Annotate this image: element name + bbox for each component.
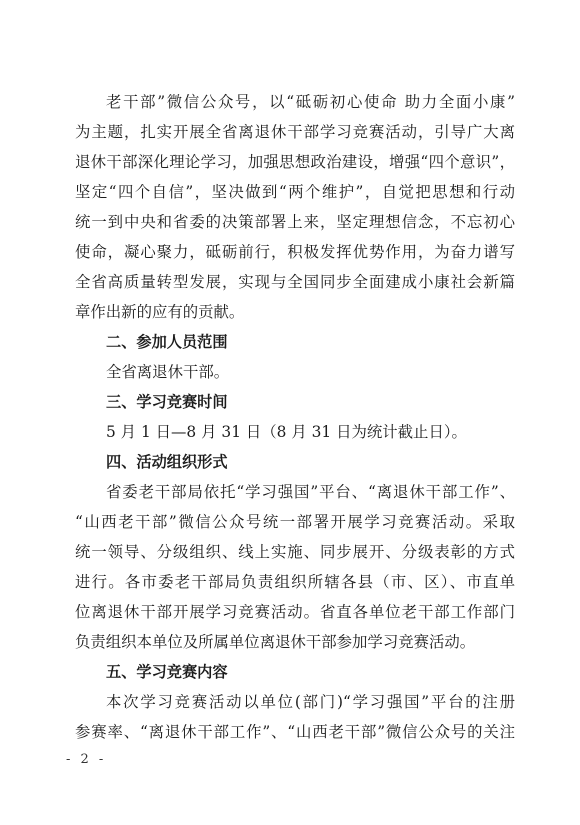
text-line: “山西老干部”微信公众号统一部署开展学习竞赛活动。采取: [75, 513, 515, 531]
section-body-participants: 全省离退休干部。: [106, 363, 230, 381]
text-line: 统一到中央和省委的决策部署上来，坚定理想信念，不忘初心: [75, 213, 515, 231]
text-line: 参赛率、“离退休干部工作”、“山西老干部”微信公众号的关注: [75, 723, 515, 741]
text-line: 负责组织本单位及所属单位离退休干部参加学习竞赛活动。: [75, 633, 476, 651]
document-body: [75, 87, 515, 747]
text-line: 省委老干部局依托“学习强国”平台、“离退休干部工作”、: [106, 483, 515, 501]
text-line: 坚定“四个自信”，坚决做到“两个维护”，自觉把思想和行动: [75, 183, 515, 201]
text-line: 为主题，扎实开展全省离退休干部学习竞赛活动，引导广大离: [75, 123, 515, 141]
text-line: 统一领导、分级组织、线上实施、同步展开、分级表彰的方式: [75, 543, 515, 561]
text-line: 使命，凝心聚力，砥砺前行，积极发挥优势作用，为奋力谱写: [75, 243, 515, 261]
paragraph-intro: [75, 87, 515, 327]
text-line: 本次学习竞赛活动以单位(部门)“学习强国”平台的注册: [106, 693, 515, 711]
text-line: 进行。各市委老干部局负责组织所辖各县（市、区）、市直单: [75, 573, 515, 591]
section-heading-format: 四、活动组织形式: [106, 453, 228, 471]
page-number: - 2 -: [66, 752, 107, 767]
paragraph-format: [75, 477, 515, 657]
section-heading-participants: 二、参加人员范围: [106, 333, 228, 351]
text-line: 退休干部深化理论学习，加强思想政治建设，增强“四个意识”，: [75, 153, 515, 171]
paragraph-content: [75, 687, 515, 747]
text-line: 全省高质量转型发展，实现与全国同步全面建成小康社会新篇: [75, 273, 515, 291]
text-line: 章作出新的应有的贡献。: [75, 303, 245, 321]
section-heading-content: 五、学习竞赛内容: [106, 663, 228, 681]
section-body-time: 5 月 1 日—8 月 31 日（8 月 31 日为统计截止日）。: [106, 423, 467, 441]
text-line: 老干部”微信公众号，以“砥砺初心使命 助力全面小康”: [106, 93, 515, 111]
section-heading-time: 三、学习竞赛时间: [106, 393, 228, 411]
text-line: 位离退休干部开展学习竞赛活动。省直各单位老干部工作部门: [75, 603, 515, 621]
